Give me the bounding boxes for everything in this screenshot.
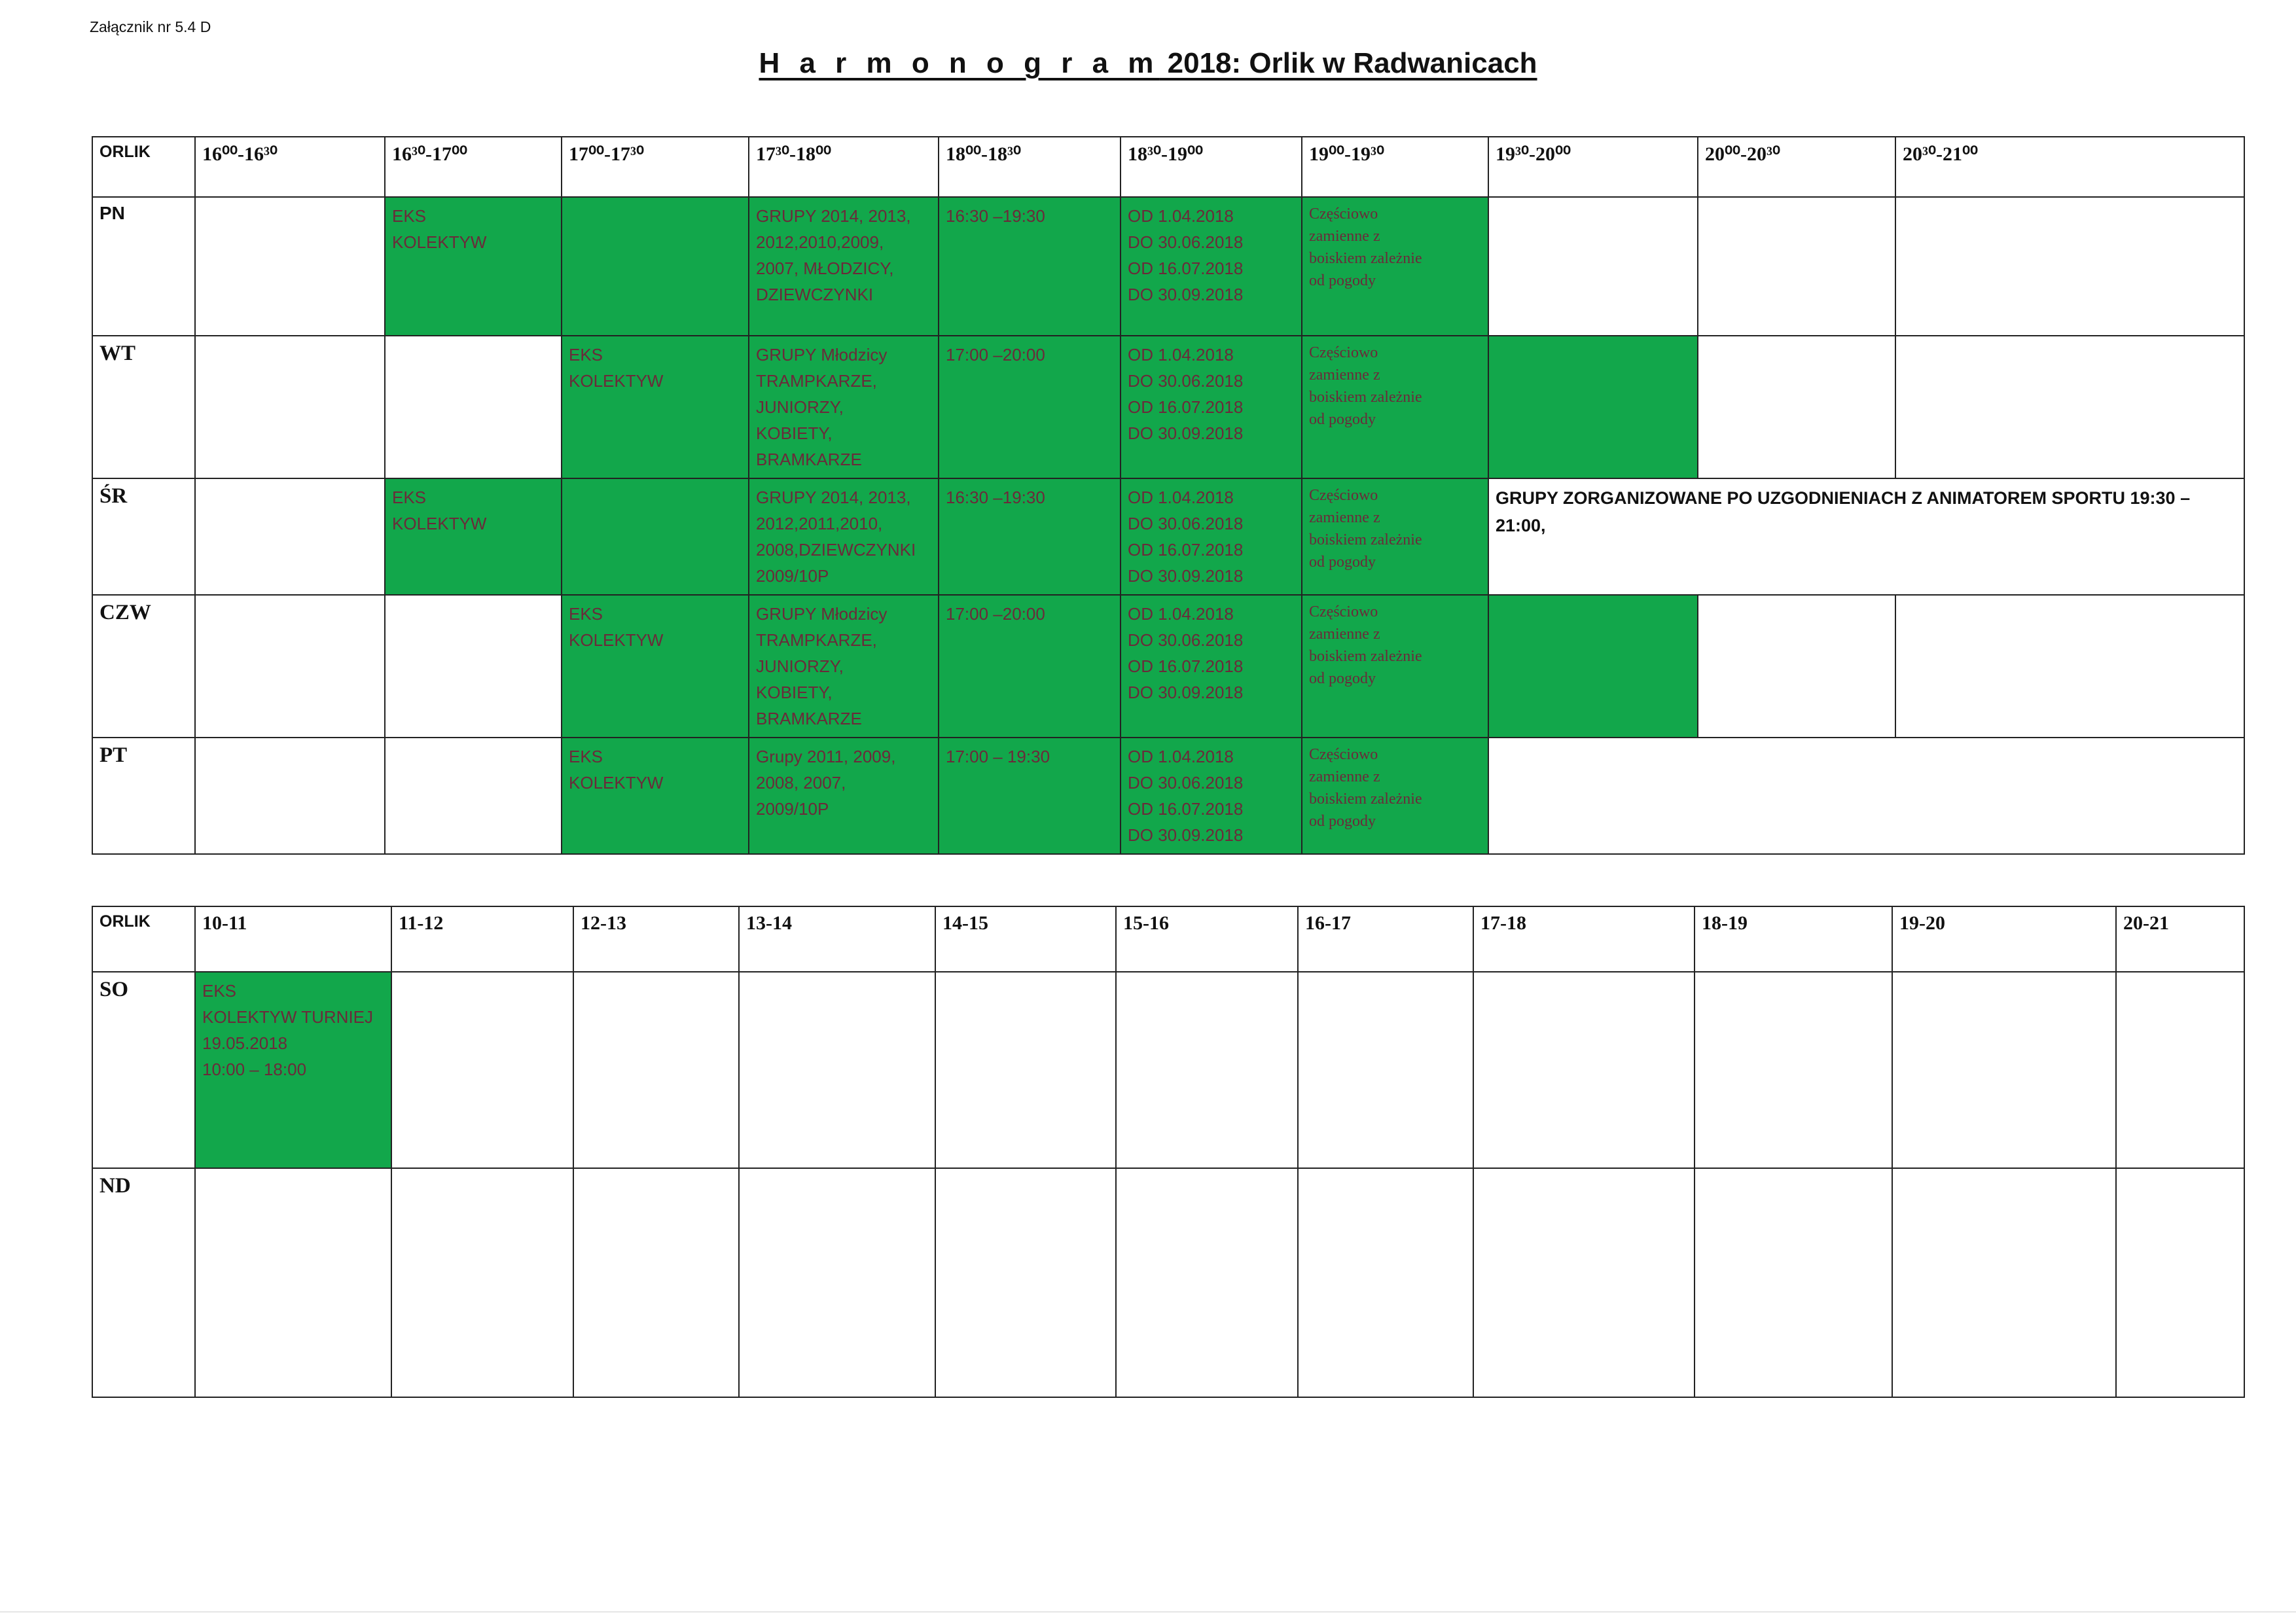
- empty-cell: [195, 336, 385, 478]
- empty-cell: [1473, 972, 1695, 1168]
- title-spaced: H a r m o n o g r a m: [759, 47, 1160, 79]
- day-label: CZW: [92, 595, 195, 738]
- schedule-cell: [1121, 478, 1302, 595]
- schedule-cell: [1121, 738, 1302, 854]
- column-header: 14-15: [935, 906, 1116, 972]
- cell-text: OD 1.04.2018 DO 30.06.2018 OD 16.07.2018 DO 30.09.2018: [1128, 345, 1244, 443]
- column-header: 19⁰⁰-19³⁰: [1302, 137, 1488, 197]
- empty-cell: [573, 1168, 739, 1397]
- corner-header: ORLIK: [92, 137, 195, 197]
- page-title: [0, 47, 2296, 80]
- empty-cell: [739, 972, 935, 1168]
- schedule-cell: [749, 738, 939, 854]
- column-header: 17³⁰-18⁰⁰: [749, 137, 939, 197]
- schedule-cell: [939, 336, 1121, 478]
- empty-cell: [1892, 1168, 2116, 1397]
- table-row: [92, 972, 2244, 1168]
- cell-text: OD 1.04.2018 DO 30.06.2018 OD 16.07.2018 DO 30.09.2018: [1128, 747, 1244, 845]
- column-header: 13-14: [739, 906, 935, 972]
- column-header: 19-20: [1892, 906, 2116, 972]
- schedule-cell: [1121, 595, 1302, 738]
- schedule-cell: [562, 478, 749, 595]
- empty-cell: [1473, 1168, 1695, 1397]
- cell-text: GRUPY Młodzicy TRAMPKARZE, JUNIORZY, KOBIETY, BRAMKARZE: [756, 345, 888, 469]
- empty-cell: [1695, 972, 1892, 1168]
- schedule-cell: [939, 595, 1121, 738]
- cell-text: EKS KOLEKTYW: [569, 747, 664, 793]
- column-header: 19³⁰-20⁰⁰: [1488, 137, 1698, 197]
- empty-cell: [1895, 197, 2244, 336]
- empty-cell: [195, 478, 385, 595]
- empty-cell: [1895, 336, 2244, 478]
- empty-cell: [739, 1168, 935, 1397]
- day-label: WT: [92, 336, 195, 478]
- header-row: [92, 137, 2244, 197]
- empty-cell: [1892, 972, 2116, 1168]
- column-header: 20⁰⁰-20³⁰: [1698, 137, 1895, 197]
- corner-header: ORLIK: [92, 906, 195, 972]
- table-row: [92, 595, 2244, 738]
- empty-cell: [391, 972, 573, 1168]
- empty-cell: [1895, 595, 2244, 738]
- cell-text: OD 1.04.2018 DO 30.06.2018 OD 16.07.2018 DO 30.09.2018: [1128, 488, 1244, 586]
- schedule-cell: [1121, 197, 1302, 336]
- schedule-cell: [749, 478, 939, 595]
- schedule-cell: [1302, 336, 1488, 478]
- day-label: PN: [92, 197, 195, 336]
- schedule-cell: [1302, 197, 1488, 336]
- empty-cell: [1695, 1168, 1892, 1397]
- schedule-cell: [385, 478, 562, 595]
- schedule-cell: [562, 336, 749, 478]
- cell-text: EKS KOLEKTYW: [392, 488, 487, 533]
- empty-cell: [1698, 197, 1895, 336]
- table-row: [92, 738, 2244, 854]
- empty-cell: [1116, 972, 1298, 1168]
- cell-text: 17:00 – 19:30: [946, 747, 1050, 766]
- weekday-schedule-table: [92, 136, 2245, 855]
- schedule-cell: [562, 197, 749, 336]
- empty-cell: [195, 738, 385, 854]
- empty-cell: [195, 1168, 391, 1397]
- cell-text: EKS KOLEKTYW: [392, 206, 487, 252]
- title-rest: 2018: Orlik w Radwanicach: [1159, 47, 1537, 79]
- schedule-cell: [1488, 595, 1698, 738]
- cell-text: 16:30 –19:30: [946, 488, 1045, 507]
- schedule-cell: [939, 197, 1121, 336]
- page-bottom-divider: [0, 1611, 2296, 1613]
- schedule-cell: [939, 478, 1121, 595]
- cell-text: GRUPY Młodzicy TRAMPKARZE, JUNIORZY, KOBIETY, BRAMKARZE: [756, 604, 888, 728]
- cell-text: 17:00 –20:00: [946, 345, 1045, 365]
- cell-text: Częściowo zamienne z boiskiem zależnie od pogody: [1309, 746, 1422, 830]
- empty-cell: [573, 972, 739, 1168]
- schedule-cell: [1302, 478, 1488, 595]
- column-header: 20-21: [2116, 906, 2244, 972]
- cell-text: EKS KOLEKTYW TURNIEJ 19.05.2018 10:00 – 18:00: [202, 981, 374, 1079]
- cell-text: Częściowo zamienne z boiskiem zależnie od pogody: [1309, 205, 1422, 289]
- column-header: 12-13: [573, 906, 739, 972]
- day-label: SO: [92, 972, 195, 1168]
- cell-text: GRUPY 2014, 2013, 2012,2010,2009, 2007, MŁODZICY, DZIEWCZYNKI: [756, 206, 911, 304]
- empty-cell: [1488, 738, 2244, 854]
- schedule-cell: [1302, 738, 1488, 854]
- schedule-cell: [749, 595, 939, 738]
- cell-text: OD 1.04.2018 DO 30.06.2018 OD 16.07.2018 DO 30.09.2018: [1128, 604, 1244, 702]
- schedule-cell: [385, 197, 562, 336]
- column-header: 16⁰⁰-16³⁰: [195, 137, 385, 197]
- schedule-cell: [1488, 336, 1698, 478]
- cell-text: OD 1.04.2018 DO 30.06.2018 OD 16.07.2018 DO 30.09.2018: [1128, 206, 1244, 304]
- column-header: 18-19: [1695, 906, 1892, 972]
- column-header: 11-12: [391, 906, 573, 972]
- schedule-cell: [749, 336, 939, 478]
- empty-cell: [935, 972, 1116, 1168]
- empty-cell: [391, 1168, 573, 1397]
- header-row: [92, 906, 2244, 972]
- empty-cell: [195, 595, 385, 738]
- schedule-cell: [939, 738, 1121, 854]
- empty-cell: [1116, 1168, 1298, 1397]
- empty-cell: [385, 336, 562, 478]
- cell-text: 16:30 –19:30: [946, 206, 1045, 226]
- column-header: 18⁰⁰-18³⁰: [939, 137, 1121, 197]
- column-header: 15-16: [1116, 906, 1298, 972]
- cell-text: Częściowo zamienne z boiskiem zależnie od pogody: [1309, 487, 1422, 571]
- day-label: ND: [92, 1168, 195, 1397]
- table-row: [92, 336, 2244, 478]
- column-header: 16-17: [1298, 906, 1473, 972]
- organized-groups-note: [1488, 478, 2244, 595]
- cell-text: Grupy 2011, 2009, 2008, 2007, 2009/10P: [756, 747, 896, 819]
- cell-text: GRUPY 2014, 2013, 2012,2011,2010, 2008,DZIEWCZYNKI 2009/10P: [756, 488, 916, 586]
- cell-text: EKS KOLEKTYW: [569, 345, 664, 391]
- table-row: [92, 1168, 2244, 1397]
- table-row: [92, 478, 2244, 595]
- table-row: [92, 197, 2244, 336]
- empty-cell: [2116, 972, 2244, 1168]
- note-text: GRUPY ZORGANIZOWANE PO UZGODNIENIACH Z ANIMATOREM SPORTU 19:30 – 21:00,: [1496, 488, 2191, 535]
- schedule-cell: [1302, 595, 1488, 738]
- day-label: ŚR: [92, 478, 195, 595]
- cell-text: Częściowo zamienne z boiskiem zależnie od pogody: [1309, 344, 1422, 428]
- cell-text: EKS KOLEKTYW: [569, 604, 664, 650]
- column-header: 16³⁰-17⁰⁰: [385, 137, 562, 197]
- schedule-cell: [1121, 336, 1302, 478]
- schedule-cell: [195, 972, 391, 1168]
- column-header: 17-18: [1473, 906, 1695, 972]
- column-header: 18³⁰-19⁰⁰: [1121, 137, 1302, 197]
- schedule-cell: [562, 595, 749, 738]
- empty-cell: [385, 595, 562, 738]
- schedule-cell: [562, 738, 749, 854]
- empty-cell: [1698, 595, 1895, 738]
- column-header: 20³⁰-21⁰⁰: [1895, 137, 2244, 197]
- column-header: 17⁰⁰-17³⁰: [562, 137, 749, 197]
- empty-cell: [195, 197, 385, 336]
- empty-cell: [1488, 197, 1698, 336]
- column-header: 10-11: [195, 906, 391, 972]
- empty-cell: [1298, 972, 1473, 1168]
- empty-cell: [935, 1168, 1116, 1397]
- empty-cell: [2116, 1168, 2244, 1397]
- day-label: PT: [92, 738, 195, 854]
- empty-cell: [385, 738, 562, 854]
- annex-label: Załącznik nr 5.4 D: [90, 18, 211, 35]
- empty-cell: [1698, 336, 1895, 478]
- empty-cell: [1298, 1168, 1473, 1397]
- cell-text: 17:00 –20:00: [946, 604, 1045, 624]
- cell-text: Częściowo zamienne z boiskiem zależnie od pogody: [1309, 603, 1422, 687]
- weekend-schedule-table: [92, 906, 2245, 1398]
- schedule-cell: [749, 197, 939, 336]
